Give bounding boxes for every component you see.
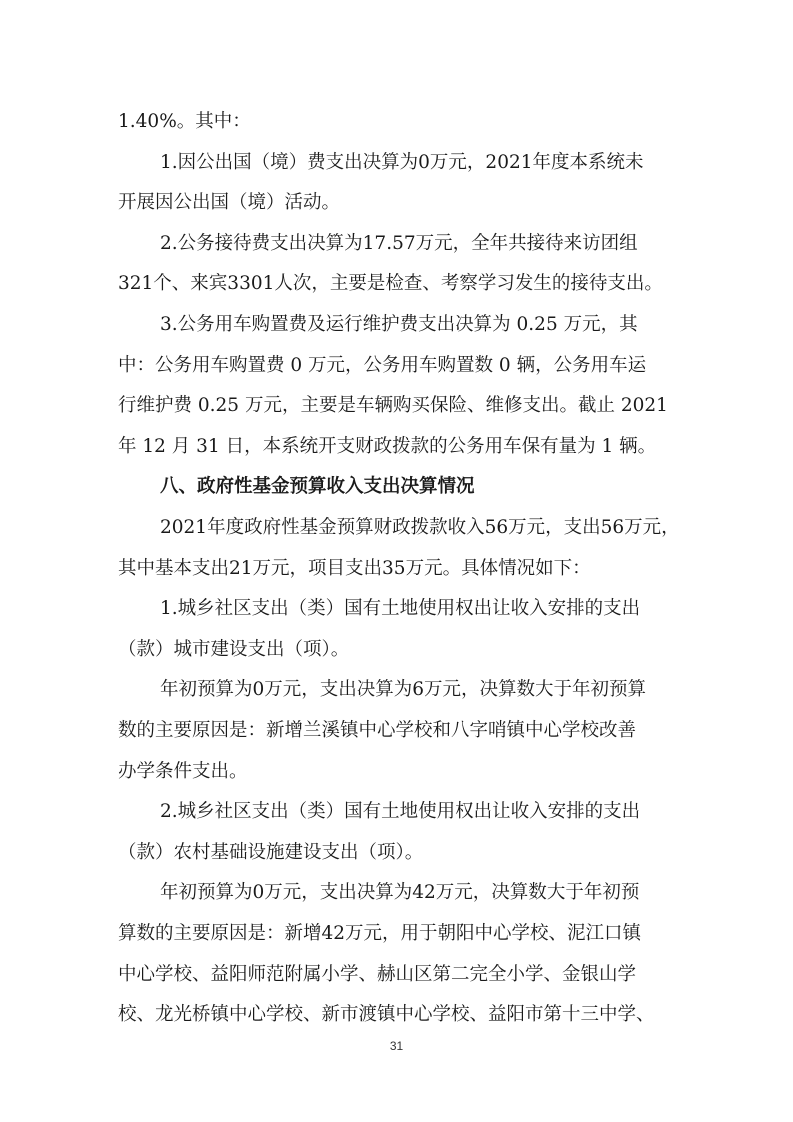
body-line: 中心学校、益阳师范附属小学、赫山区第二完全小学、金银山学 <box>118 964 637 985</box>
body-line: 年初预算为0万元，支出决算为6万元，决算数大于年初预算 <box>160 679 647 700</box>
body-line: 年 12 月 31 日，本系统开支财政拨款的公务用车保有量为 1 辆。 <box>118 436 657 457</box>
body-line: 中：公务用车购置费 0 万元，公务用车购置数 0 辆，公务用车运 <box>118 355 647 376</box>
body-line: 1.因公出国（境）费支出决算为0万元，2021年度本系统未 <box>160 152 644 173</box>
body-line: 1.40%。其中： <box>118 111 251 132</box>
body-line: 2.城乡社区支出（类）国有土地使用权出让收入安排的支出 <box>160 801 641 822</box>
body-line: 年初预算为0万元，支出决算为42万元，决算数大于年初预 <box>160 882 640 903</box>
body-line: 2021年度政府性基金预算财政拨款收入56万元，支出56万元， <box>160 517 680 538</box>
body-line: 校、龙光桥镇中心学校、新市渡镇中心学校、益阳市第十三中学、 <box>118 1004 655 1025</box>
body-line: 1.城乡社区支出（类）国有土地使用权出让收入安排的支出 <box>160 598 641 619</box>
body-line: 2.公务接待费支出决算为17.57万元，全年共接待来访团组 <box>160 233 638 254</box>
body-line: 数的主要原因是：新增兰溪镇中心学校和八字哨镇中心学校改善 <box>118 720 637 741</box>
body-line: 办学条件支出。 <box>118 761 248 782</box>
body-line: 3.公务用车购置费及运行维护费支出决算为 0.25 万元，其 <box>160 314 638 335</box>
body-line: 其中基本支出21万元，项目支出35万元。具体情况如下： <box>118 558 591 579</box>
body-line: （款）农村基础设施建设支出（项）。 <box>118 842 424 863</box>
body-line: （款）城市建设支出（项）。 <box>118 639 350 660</box>
body-line: 算数的主要原因是：新增42万元，用于朝阳中心学校、泥江口镇 <box>118 923 642 944</box>
body-line: 321个、来宾3301人次，主要是检查、考察学习发生的接待支出。 <box>118 273 663 294</box>
section-heading: 八、政府性基金预算收入支出决算情况 <box>160 476 475 497</box>
body-line: 开展因公出国（境）活动。 <box>118 192 341 213</box>
page-number: 31 <box>389 1039 404 1053</box>
body-line: 行维护费 0.25 万元，主要是车辆购买保险、维修支出。截止 2021 <box>118 395 668 416</box>
